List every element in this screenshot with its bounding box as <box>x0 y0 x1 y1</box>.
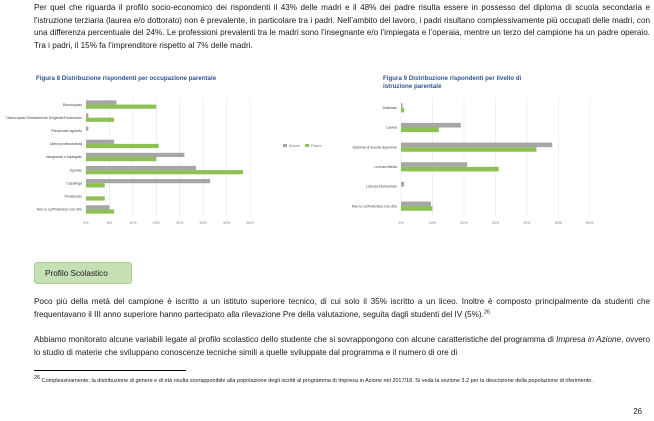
fig8-x-tick-label: 25% <box>199 221 207 225</box>
page-number: 26 <box>633 407 642 416</box>
fig9-bar-padre <box>401 128 439 133</box>
figure-9-title: Figura 9 Distribuzione rispondenti per livello di istruzione parentale <box>383 75 522 90</box>
fig8-bar-madre <box>86 100 116 104</box>
fig8-bar-madre <box>86 153 184 157</box>
fig8-bar-padre <box>86 183 105 187</box>
figure-8-chart <box>0 90 330 240</box>
fig8-bar-padre <box>86 105 156 109</box>
fig9-x-tick-label: 60% <box>586 221 594 225</box>
fig8-bar-madre <box>86 205 109 209</box>
footnote-divider <box>34 370 186 371</box>
paragraph-variables-text-b: , ovvero lo studio di materie che sviluppano conoscenze tecniche simili a quelle sviluppate dal programma e il numero di ore di <box>34 335 651 357</box>
fig8-bar-padre <box>86 196 105 200</box>
fig8-bar-padre <box>86 209 114 213</box>
fig8-x-tick-label: 20% <box>176 221 184 225</box>
fig9-x-tick-label: 20% <box>460 221 468 225</box>
fig8-x-tick-label: 30% <box>222 221 231 225</box>
fig9-category-label: Licenza Elementare <box>366 184 397 189</box>
fig8-category-label: Libera professionista <box>49 142 82 147</box>
fig8-category-label: Non lo so/Preferisco non dire <box>36 207 82 212</box>
fig8-x-tick-label: 0% <box>83 221 89 225</box>
fig9-x-tick-label: 30% <box>491 221 500 225</box>
fig8-bar-padre <box>86 144 159 148</box>
figure-8-title: Figura 8 Distribuzione rispondenti per occupazione parentale <box>36 75 217 82</box>
fig8-category-label: Operaio <box>69 168 82 173</box>
intro-paragraph: Per quel che riguarda il profilo socio-economico dei rispondenti il 43% delle madri e il 48% dei padre risulta essere in possesso del diploma di scuola secondaria e l’istruzione terziaria (laurea e/o dottorato) non è prevalente, in particolare tra i padri. Nell’ambito del lavoro, i padri risultano complessivamente più occupati delle madri, con una differenza percentuale del 24%. Le professioni prevalenti tra le madri sono l’insegnante e/o l’impiegata e l’operaia, mentre un terzo del campione ha un padre operaio. Tra i padri, il 15% fa l’imprenditore rispetto al 7% delle madri. <box>34 3 650 50</box>
section-heading: Profilo Scolastico <box>34 262 132 284</box>
footnote-ref[interactable]: 26 <box>483 308 490 315</box>
fig8-legend-label: Padre <box>311 143 322 148</box>
fig8-bar-padre <box>86 118 114 122</box>
fig8-bar-madre <box>86 113 88 117</box>
footnote-text: Complessivamente, la distribuzione di genere e di età risulta sovrapponibile alla popolazione degli iscritti al programma di Impresa in Azione nel 2017/18. Si veda la sezione 3.2 per la descrizione della popolazione di riferimento. <box>40 378 593 384</box>
fig8-x-tick-label: 15% <box>152 221 160 225</box>
footnote-number: 26 <box>34 375 41 382</box>
fig8-bar-madre <box>86 166 196 170</box>
figure-9-chart <box>330 90 650 240</box>
fig9-x-tick-label: 10% <box>428 221 437 225</box>
fig9-category-label: Laurea <box>386 125 397 130</box>
fig8-legend-label: Madre <box>289 143 301 148</box>
fig8-legend-swatch <box>283 144 287 147</box>
fig9-category-label: Dottorato <box>382 106 397 111</box>
fig9-bar-madre <box>401 123 461 128</box>
fig8-x-tick-label: 10% <box>129 221 137 225</box>
fig8-category-label: Casalinga <box>66 181 82 186</box>
fig8-x-tick-label: 35% <box>246 221 254 225</box>
paragraph-variables-text-a: Abbiamo monitorato alcune variabili legate al profilo scolastico dello studente che si sovrappongono con alcune caratteristiche del programma di <box>34 335 557 344</box>
fig8-bar-madre <box>86 127 88 131</box>
fig9-bar-padre <box>401 206 433 211</box>
fig8-category-label: Pensionato <box>64 194 82 199</box>
fig8-category-label: Disoccupato <box>62 102 82 107</box>
footnote <box>34 375 634 386</box>
paragraph-enrollment-text: Poco più della metà del campione è iscritto a un istituto superiore tecnico, di cui solo il 35% iscritto a un liceo. Inoltre è composto principalmente da studenti che frequentavano il III anno superiore hanno partecipato alla rilevazione Pre della valutazione, seguita dagli studenti del IV (5%). <box>34 297 650 319</box>
fig9-category-label: Licenza Media <box>374 165 397 170</box>
paragraph-enrollment <box>34 296 650 321</box>
fig9-bar-padre <box>401 147 536 152</box>
fig8-bar-madre <box>86 140 114 144</box>
paragraph-variables-italic: Impresa in Azione <box>556 335 622 344</box>
fig8-bar-padre <box>86 157 156 161</box>
fig8-bar-madre <box>86 179 210 183</box>
fig9-bar-madre <box>401 202 431 207</box>
fig8-bar-padre <box>86 170 243 174</box>
fig9-bar-madre <box>401 103 403 108</box>
fig8-x-tick-label: 5% <box>106 221 113 225</box>
fig9-category-label: Diploma di Scuola Superiore <box>352 145 397 150</box>
paragraph-variables <box>34 334 650 359</box>
fig9-x-tick-label: 0% <box>398 221 404 225</box>
fig9-bar-padre <box>401 108 404 113</box>
fig9-bar-madre <box>401 143 552 148</box>
fig9-bar-madre <box>401 182 404 187</box>
fig8-category-label: Pensionato agricolo <box>51 128 82 133</box>
fig8-category-label: Insegnante o impiegato <box>45 155 82 160</box>
fig9-bar-madre <box>401 162 467 167</box>
fig8-category-label: Disoccupato Orientamento Dirigente/Funzionario <box>6 115 82 120</box>
fig9-x-tick-label: 40% <box>523 221 531 225</box>
fig9-x-tick-label: 50% <box>554 221 563 225</box>
fig9-bar-padre <box>401 167 499 172</box>
fig9-category-label: Non lo so/Preferisco non dire <box>351 204 397 209</box>
fig8-legend-swatch <box>305 144 309 147</box>
